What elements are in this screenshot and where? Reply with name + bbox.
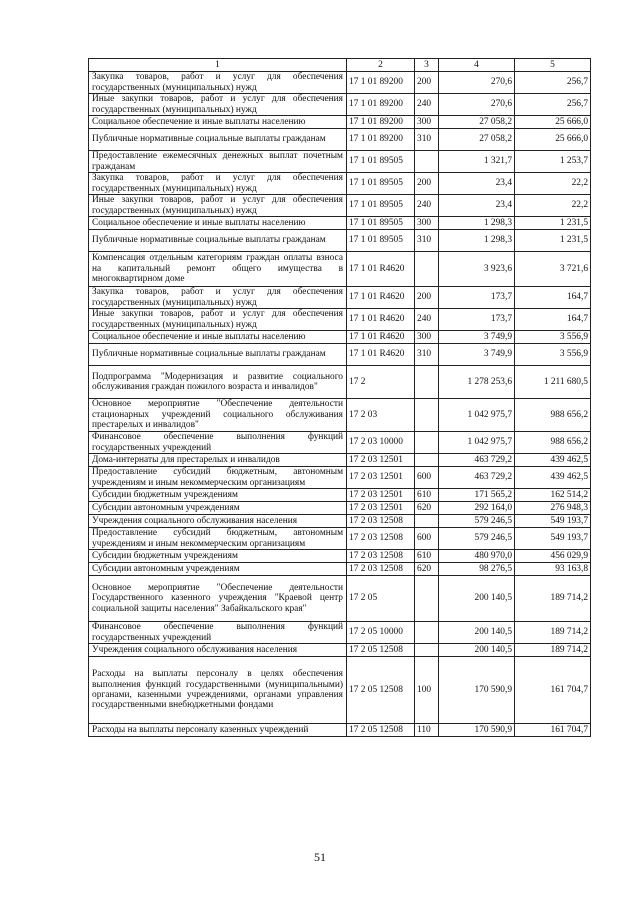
table-row — [89, 230, 591, 252]
row-amount-year2-cell: 549 193,7 — [515, 515, 591, 528]
row-name-cell: Учреждения социального обслуживания населения — [89, 515, 347, 528]
row-amount-year2-cell: 161 704,7 — [515, 724, 591, 737]
row-code-cell: 17 2 03 12501 — [347, 489, 415, 502]
row-code-cell: 17 2 03 12508 — [347, 528, 415, 550]
row-amount-year1-cell: 27 058,2 — [439, 129, 515, 151]
row-amount-year1-cell: 579 246,5 — [439, 528, 515, 550]
row-expense-type-cell: 620 — [415, 502, 439, 515]
table-header-row — [89, 59, 591, 72]
row-expense-type-cell: 600 — [415, 467, 439, 489]
row-name-cell: Предоставление ежемесячных денежных выплат почетным гражданам — [89, 151, 347, 173]
row-code-cell: 17 2 03 12508 — [347, 515, 415, 528]
row-amount-year2-cell: 164,7 — [515, 287, 591, 309]
row-expense-type-cell — [415, 454, 439, 467]
row-amount-year2-cell: 189 714,2 — [515, 622, 591, 644]
table-row — [89, 657, 591, 724]
row-name-cell: Социальное обеспечение и иные выплаты населению — [89, 116, 347, 129]
row-amount-year1-cell: 270,6 — [439, 94, 515, 116]
row-expense-type-cell: 240 — [415, 94, 439, 116]
row-name-cell: Социальное обеспечение и иные выплаты населению — [89, 331, 347, 344]
row-name-cell: Финансовое обеспечение выполнения функций государственных учреждений — [89, 432, 347, 454]
row-amount-year2-cell: 439 462,5 — [515, 467, 591, 489]
row-code-cell: 17 2 05 12508 — [347, 657, 415, 724]
row-amount-year2-cell: 256,7 — [515, 72, 591, 94]
row-amount-year1-cell: 292 164,0 — [439, 502, 515, 515]
column-header-4: 4 — [439, 59, 515, 72]
row-expense-type-cell — [415, 622, 439, 644]
row-code-cell: 17 2 05 12508 — [347, 724, 415, 737]
row-expense-type-cell: 310 — [415, 129, 439, 151]
row-name-cell: Расходы на выплаты персоналу казенных учреждений — [89, 724, 347, 737]
row-expense-type-cell: 610 — [415, 489, 439, 502]
row-code-cell: 17 1 01 89200 — [347, 129, 415, 151]
table-row — [89, 129, 591, 151]
row-amount-year2-cell: 22,2 — [515, 173, 591, 195]
row-code-cell: 17 2 03 12501 — [347, 467, 415, 489]
row-code-cell: 17 2 03 10000 — [347, 432, 415, 454]
row-code-cell: 17 2 03 12501 — [347, 502, 415, 515]
row-expense-type-cell: 620 — [415, 563, 439, 576]
table-row — [89, 724, 591, 737]
row-code-cell: 17 1 01 89200 — [347, 116, 415, 129]
row-amount-year2-cell: 1 231,5 — [515, 230, 591, 252]
row-expense-type-cell: 600 — [415, 528, 439, 550]
row-amount-year1-cell: 463 729,2 — [439, 454, 515, 467]
row-amount-year2-cell: 189 714,2 — [515, 644, 591, 657]
table-body — [89, 72, 591, 737]
row-name-cell: Публичные нормативные социальные выплаты гражданам — [89, 230, 347, 252]
row-name-cell: Иные закупки товаров, работ и услуг для обеспечения государственных (муниципальных) нужд — [89, 309, 347, 331]
table-row — [89, 344, 591, 366]
row-name-cell: Публичные нормативные социальные выплаты гражданам — [89, 344, 347, 366]
row-amount-year2-cell: 988 656,2 — [515, 432, 591, 454]
row-expense-type-cell: 300 — [415, 217, 439, 230]
table-row — [89, 489, 591, 502]
row-amount-year2-cell: 25 666,0 — [515, 129, 591, 151]
table-row — [89, 528, 591, 550]
row-amount-year1-cell: 1 042 975,7 — [439, 432, 515, 454]
table-row — [89, 576, 591, 622]
row-amount-year1-cell: 1 278 253,6 — [439, 366, 515, 399]
row-name-cell: Субсидии бюджетным учреждениям — [89, 550, 347, 563]
row-code-cell: 17 1 01 89505 — [347, 173, 415, 195]
table-row — [89, 287, 591, 309]
column-header-2: 2 — [347, 59, 415, 72]
row-name-cell: Субсидии бюджетным учреждениям — [89, 489, 347, 502]
table-row — [89, 195, 591, 217]
row-expense-type-cell — [415, 366, 439, 399]
row-amount-year1-cell: 23,4 — [439, 195, 515, 217]
table-row — [89, 399, 591, 432]
budget-table — [88, 58, 591, 737]
row-code-cell: 17 2 — [347, 366, 415, 399]
row-code-cell: 17 1 01 89200 — [347, 94, 415, 116]
row-expense-type-cell — [415, 252, 439, 287]
row-name-cell: Социальное обеспечение и иные выплаты населению — [89, 217, 347, 230]
column-header-3: 3 — [415, 59, 439, 72]
row-name-cell: Финансовое обеспечение выполнения функций государственных учреждений — [89, 622, 347, 644]
row-amount-year2-cell: 3 721,6 — [515, 252, 591, 287]
row-name-cell: Подпрограмма "Модернизация и развитие социального обслуживания граждан пожилого возраста и инвалидов" — [89, 366, 347, 399]
row-expense-type-cell: 200 — [415, 72, 439, 94]
row-amount-year1-cell: 3 749,9 — [439, 344, 515, 366]
row-amount-year1-cell: 200 140,5 — [439, 576, 515, 622]
row-amount-year2-cell: 162 514,2 — [515, 489, 591, 502]
row-code-cell: 17 1 01 89505 — [347, 217, 415, 230]
row-amount-year2-cell: 161 704,7 — [515, 657, 591, 724]
budget-table-sheet — [88, 58, 590, 737]
row-expense-type-cell: 310 — [415, 344, 439, 366]
row-code-cell: 17 1 01 89505 — [347, 151, 415, 173]
row-code-cell: 17 2 03 12508 — [347, 550, 415, 563]
table-row — [89, 331, 591, 344]
column-header-5: 5 — [515, 59, 591, 72]
row-amount-year2-cell: 439 462,5 — [515, 454, 591, 467]
row-amount-year1-cell: 1 298,3 — [439, 217, 515, 230]
row-amount-year1-cell: 1 298,3 — [439, 230, 515, 252]
row-code-cell: 17 1 01 89505 — [347, 230, 415, 252]
row-expense-type-cell: 110 — [415, 724, 439, 737]
row-amount-year1-cell: 170 590,9 — [439, 724, 515, 737]
row-name-cell: Закупка товаров, работ и услуг для обеспечения государственных (муниципальных) нужд — [89, 287, 347, 309]
table-row — [89, 252, 591, 287]
row-name-cell: Расходы на выплаты персоналу в целях обеспечения выполнения функций государственными (муниципальными) органами, казенными учреждениями, органами управления государственными внебюджетными фондами — [89, 657, 347, 724]
row-code-cell: 17 2 03 — [347, 399, 415, 432]
row-expense-type-cell: 240 — [415, 195, 439, 217]
row-name-cell: Дома-интернаты для престарелых и инвалидов — [89, 454, 347, 467]
row-amount-year1-cell: 23,4 — [439, 173, 515, 195]
row-expense-type-cell — [415, 576, 439, 622]
row-expense-type-cell: 100 — [415, 657, 439, 724]
row-amount-year1-cell: 480 970,0 — [439, 550, 515, 563]
row-code-cell: 17 2 03 12508 — [347, 563, 415, 576]
row-expense-type-cell — [415, 399, 439, 432]
table-row — [89, 467, 591, 489]
table-row — [89, 366, 591, 399]
row-amount-year1-cell: 1 321,7 — [439, 151, 515, 173]
row-amount-year2-cell: 1 231,5 — [515, 217, 591, 230]
row-code-cell: 17 1 01 R4620 — [347, 344, 415, 366]
row-code-cell: 17 1 01 R4620 — [347, 309, 415, 331]
row-code-cell: 17 1 01 89200 — [347, 72, 415, 94]
row-amount-year2-cell: 276 948,3 — [515, 502, 591, 515]
row-amount-year2-cell: 549 193,7 — [515, 528, 591, 550]
row-name-cell: Субсидии автономным учреждениям — [89, 563, 347, 576]
row-amount-year1-cell: 171 565,2 — [439, 489, 515, 502]
row-expense-type-cell: 300 — [415, 331, 439, 344]
row-expense-type-cell — [415, 515, 439, 528]
table-row — [89, 94, 591, 116]
row-amount-year2-cell: 3 556,9 — [515, 344, 591, 366]
row-amount-year2-cell: 93 163,8 — [515, 563, 591, 576]
row-amount-year1-cell: 3 749,9 — [439, 331, 515, 344]
table-row — [89, 72, 591, 94]
row-code-cell: 17 1 01 89505 — [347, 195, 415, 217]
row-expense-type-cell: 610 — [415, 550, 439, 563]
row-code-cell: 17 2 05 10000 — [347, 622, 415, 644]
row-amount-year1-cell: 579 246,5 — [439, 515, 515, 528]
row-amount-year1-cell: 3 923,6 — [439, 252, 515, 287]
row-amount-year2-cell: 1 211 680,5 — [515, 366, 591, 399]
row-name-cell: Компенсация отдельным категориям граждан оплаты взноса на капитальный ремонт общего имущества в многоквартирном доме — [89, 252, 347, 287]
row-expense-type-cell — [415, 151, 439, 173]
table-row — [89, 151, 591, 173]
row-amount-year1-cell: 200 140,5 — [439, 622, 515, 644]
row-name-cell: Предоставление субсидий бюджетным, автономным учреждениям и иным некоммерческим организациям — [89, 528, 347, 550]
table-row — [89, 550, 591, 563]
row-amount-year1-cell: 173,7 — [439, 309, 515, 331]
row-amount-year2-cell: 164,7 — [515, 309, 591, 331]
table-row — [89, 116, 591, 129]
row-amount-year2-cell: 25 666,0 — [515, 116, 591, 129]
row-name-cell: Иные закупки товаров, работ и услуг для обеспечения государственных (муниципальных) нужд — [89, 94, 347, 116]
row-amount-year2-cell: 256,7 — [515, 94, 591, 116]
row-code-cell: 17 2 03 12501 — [347, 454, 415, 467]
row-expense-type-cell — [415, 644, 439, 657]
table-row — [89, 217, 591, 230]
row-name-cell: Учреждения социального обслуживания населения — [89, 644, 347, 657]
row-name-cell: Публичные нормативные социальные выплаты гражданам — [89, 129, 347, 151]
row-expense-type-cell: 300 — [415, 116, 439, 129]
column-header-1: 1 — [89, 59, 347, 72]
table-row — [89, 622, 591, 644]
row-name-cell: Предоставление субсидий бюджетным, автономным учреждениям и иным некоммерческим организациям — [89, 467, 347, 489]
row-amount-year2-cell: 22,2 — [515, 195, 591, 217]
row-amount-year2-cell: 988 656,2 — [515, 399, 591, 432]
row-code-cell: 17 1 01 R4620 — [347, 287, 415, 309]
row-amount-year2-cell: 456 029,9 — [515, 550, 591, 563]
row-expense-type-cell: 310 — [415, 230, 439, 252]
table-row — [89, 432, 591, 454]
row-amount-year2-cell: 3 556,9 — [515, 331, 591, 344]
table-row — [89, 173, 591, 195]
row-amount-year1-cell: 98 276,5 — [439, 563, 515, 576]
row-name-cell: Субсидии автономным учреждениям — [89, 502, 347, 515]
row-code-cell: 17 2 05 12508 — [347, 644, 415, 657]
table-row — [89, 454, 591, 467]
row-expense-type-cell: 200 — [415, 173, 439, 195]
row-amount-year1-cell: 463 729,2 — [439, 467, 515, 489]
row-amount-year1-cell: 27 058,2 — [439, 116, 515, 129]
row-expense-type-cell: 240 — [415, 309, 439, 331]
row-name-cell: Основное мероприятие "Обеспечение деятельности стационарных учреждений социального обслуживания престарелых и инвалидов" — [89, 399, 347, 432]
row-name-cell: Основное мероприятие "Обеспечение деятельности Государственного казенного учреждения "Краевой центр социальной защиты населения" Забайкальского края" — [89, 576, 347, 622]
table-row — [89, 515, 591, 528]
table-row — [89, 563, 591, 576]
row-amount-year1-cell: 170 590,9 — [439, 657, 515, 724]
row-amount-year1-cell: 200 140,5 — [439, 644, 515, 657]
table-row — [89, 309, 591, 331]
row-expense-type-cell: 200 — [415, 287, 439, 309]
row-amount-year1-cell: 270,6 — [439, 72, 515, 94]
table-row — [89, 502, 591, 515]
row-name-cell: Иные закупки товаров, работ и услуг для обеспечения государственных (муниципальных) нужд — [89, 195, 347, 217]
row-expense-type-cell — [415, 432, 439, 454]
row-name-cell: Закупка товаров, работ и услуг для обеспечения государственных (муниципальных) нужд — [89, 173, 347, 195]
row-name-cell: Закупка товаров, работ и услуг для обеспечения государственных (муниципальных) нужд — [89, 72, 347, 94]
row-code-cell: 17 2 05 — [347, 576, 415, 622]
table-row — [89, 644, 591, 657]
row-code-cell: 17 1 01 R4620 — [347, 252, 415, 287]
page-number: 51 — [314, 850, 326, 864]
row-amount-year2-cell: 1 253,7 — [515, 151, 591, 173]
row-amount-year1-cell: 1 042 975,7 — [439, 399, 515, 432]
row-code-cell: 17 1 01 R4620 — [347, 331, 415, 344]
row-amount-year1-cell: 173,7 — [439, 287, 515, 309]
row-amount-year2-cell: 189 714,2 — [515, 576, 591, 622]
